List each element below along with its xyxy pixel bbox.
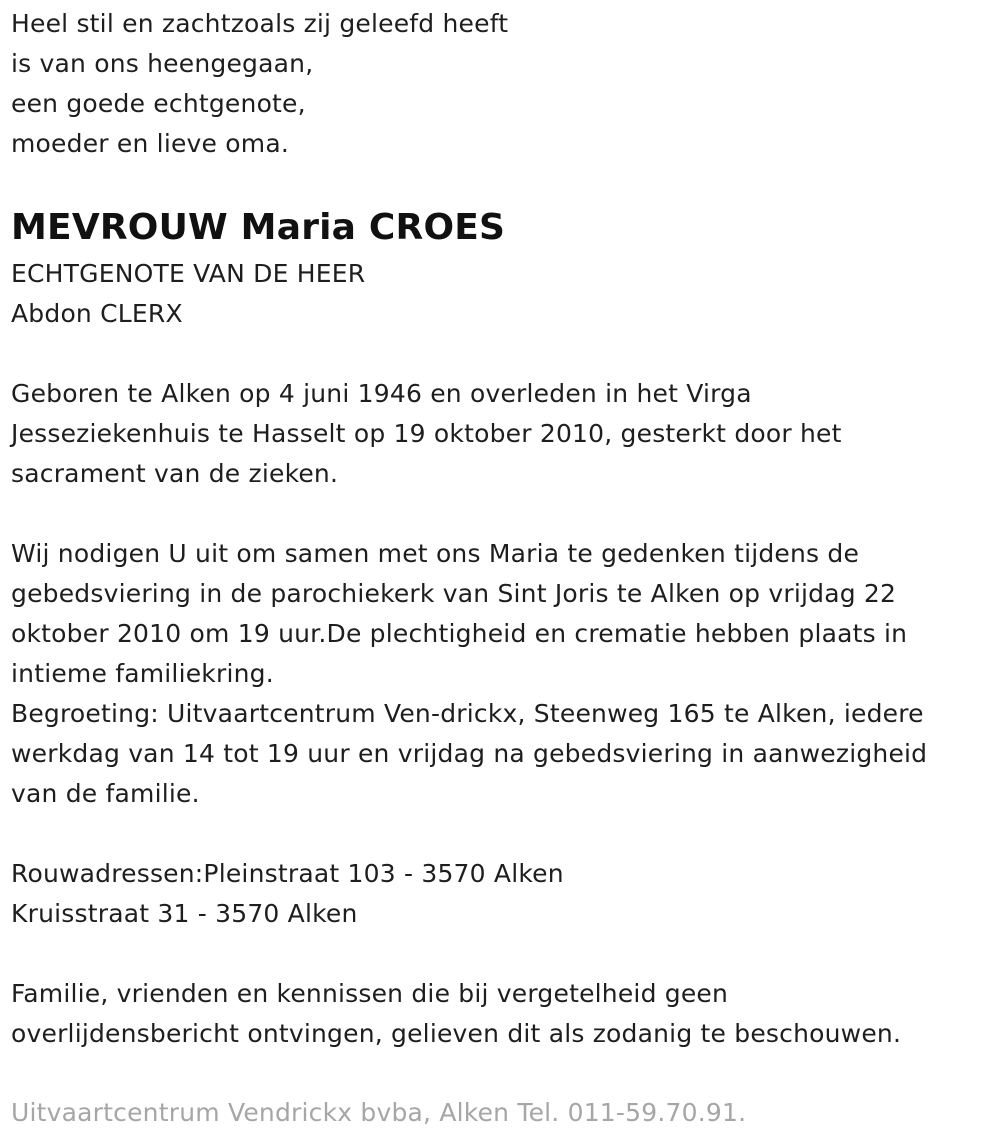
text-line: van de familie. <box>11 779 200 808</box>
text-line: overlijdensbericht ontvingen, gelieven dit als zodanig te beschouwen. <box>11 1019 902 1048</box>
paragraph-gap <box>11 934 991 974</box>
addresses <box>11 854 991 934</box>
text-line: Familie, vrienden en kennissen die bij vergetelheid geen <box>11 979 729 1008</box>
text-line: gebedsviering in de parochiekerk van Sint Joris te Alken op vrijdag 22 <box>11 579 897 608</box>
paragraph-gap <box>11 814 991 854</box>
paragraph-gap <box>11 334 991 374</box>
text-line: Wij nodigen U uit om samen met ons Maria te gedenken tijdens de <box>11 539 860 568</box>
text-line: intieme familiekring. <box>11 659 274 688</box>
poem-line: een goede echtgenote, <box>11 89 306 118</box>
text-line: oktober 2010 om 19 uur.De plechtigheid en crematie hebben plaats in <box>11 619 908 648</box>
text-line: Jesseziekenhuis te Hasselt op 19 oktober 2010, gesterkt door het <box>11 419 842 448</box>
relation-line: ECHTGENOTE VAN DE HEER <box>11 259 366 288</box>
poem-line: is van ons heengegaan, <box>11 49 314 78</box>
poem-line: moeder en lieve oma. <box>11 129 289 158</box>
address-line: Kruisstraat 31 - 3570 Alken <box>11 899 358 928</box>
poem <box>11 4 991 164</box>
closing-paragraph <box>11 974 991 1054</box>
death-notice <box>11 4 991 1054</box>
birth-death-paragraph <box>11 374 991 494</box>
paragraph-gap <box>11 494 991 534</box>
invitation-paragraph <box>11 534 991 814</box>
poem-line: Heel stil en zachtzoals zij geleefd heeft <box>11 9 509 38</box>
text-line: werkdag van 14 tot 19 uur en vrijdag na gebedsviering in aanwezigheid <box>11 739 928 768</box>
spouse-name: Abdon CLERX <box>11 299 183 328</box>
text-line: sacrament van de zieken. <box>11 459 339 488</box>
text-line: Begroeting: Uitvaartcentrum Ven-drickx, Steenweg 165 te Alken, iedere <box>11 699 924 728</box>
address-line: Rouwadressen:Pleinstraat 103 - 3570 Alken <box>11 859 564 888</box>
funeral-home-footer: Uitvaartcentrum Vendrickx bvba, Alken Tel. 011-59.70.91. <box>11 1098 747 1127</box>
text-line: Geboren te Alken op 4 juni 1946 en overleden in het Virga <box>11 379 752 408</box>
deceased-name: MEVROUW Maria CROES <box>11 207 506 248</box>
